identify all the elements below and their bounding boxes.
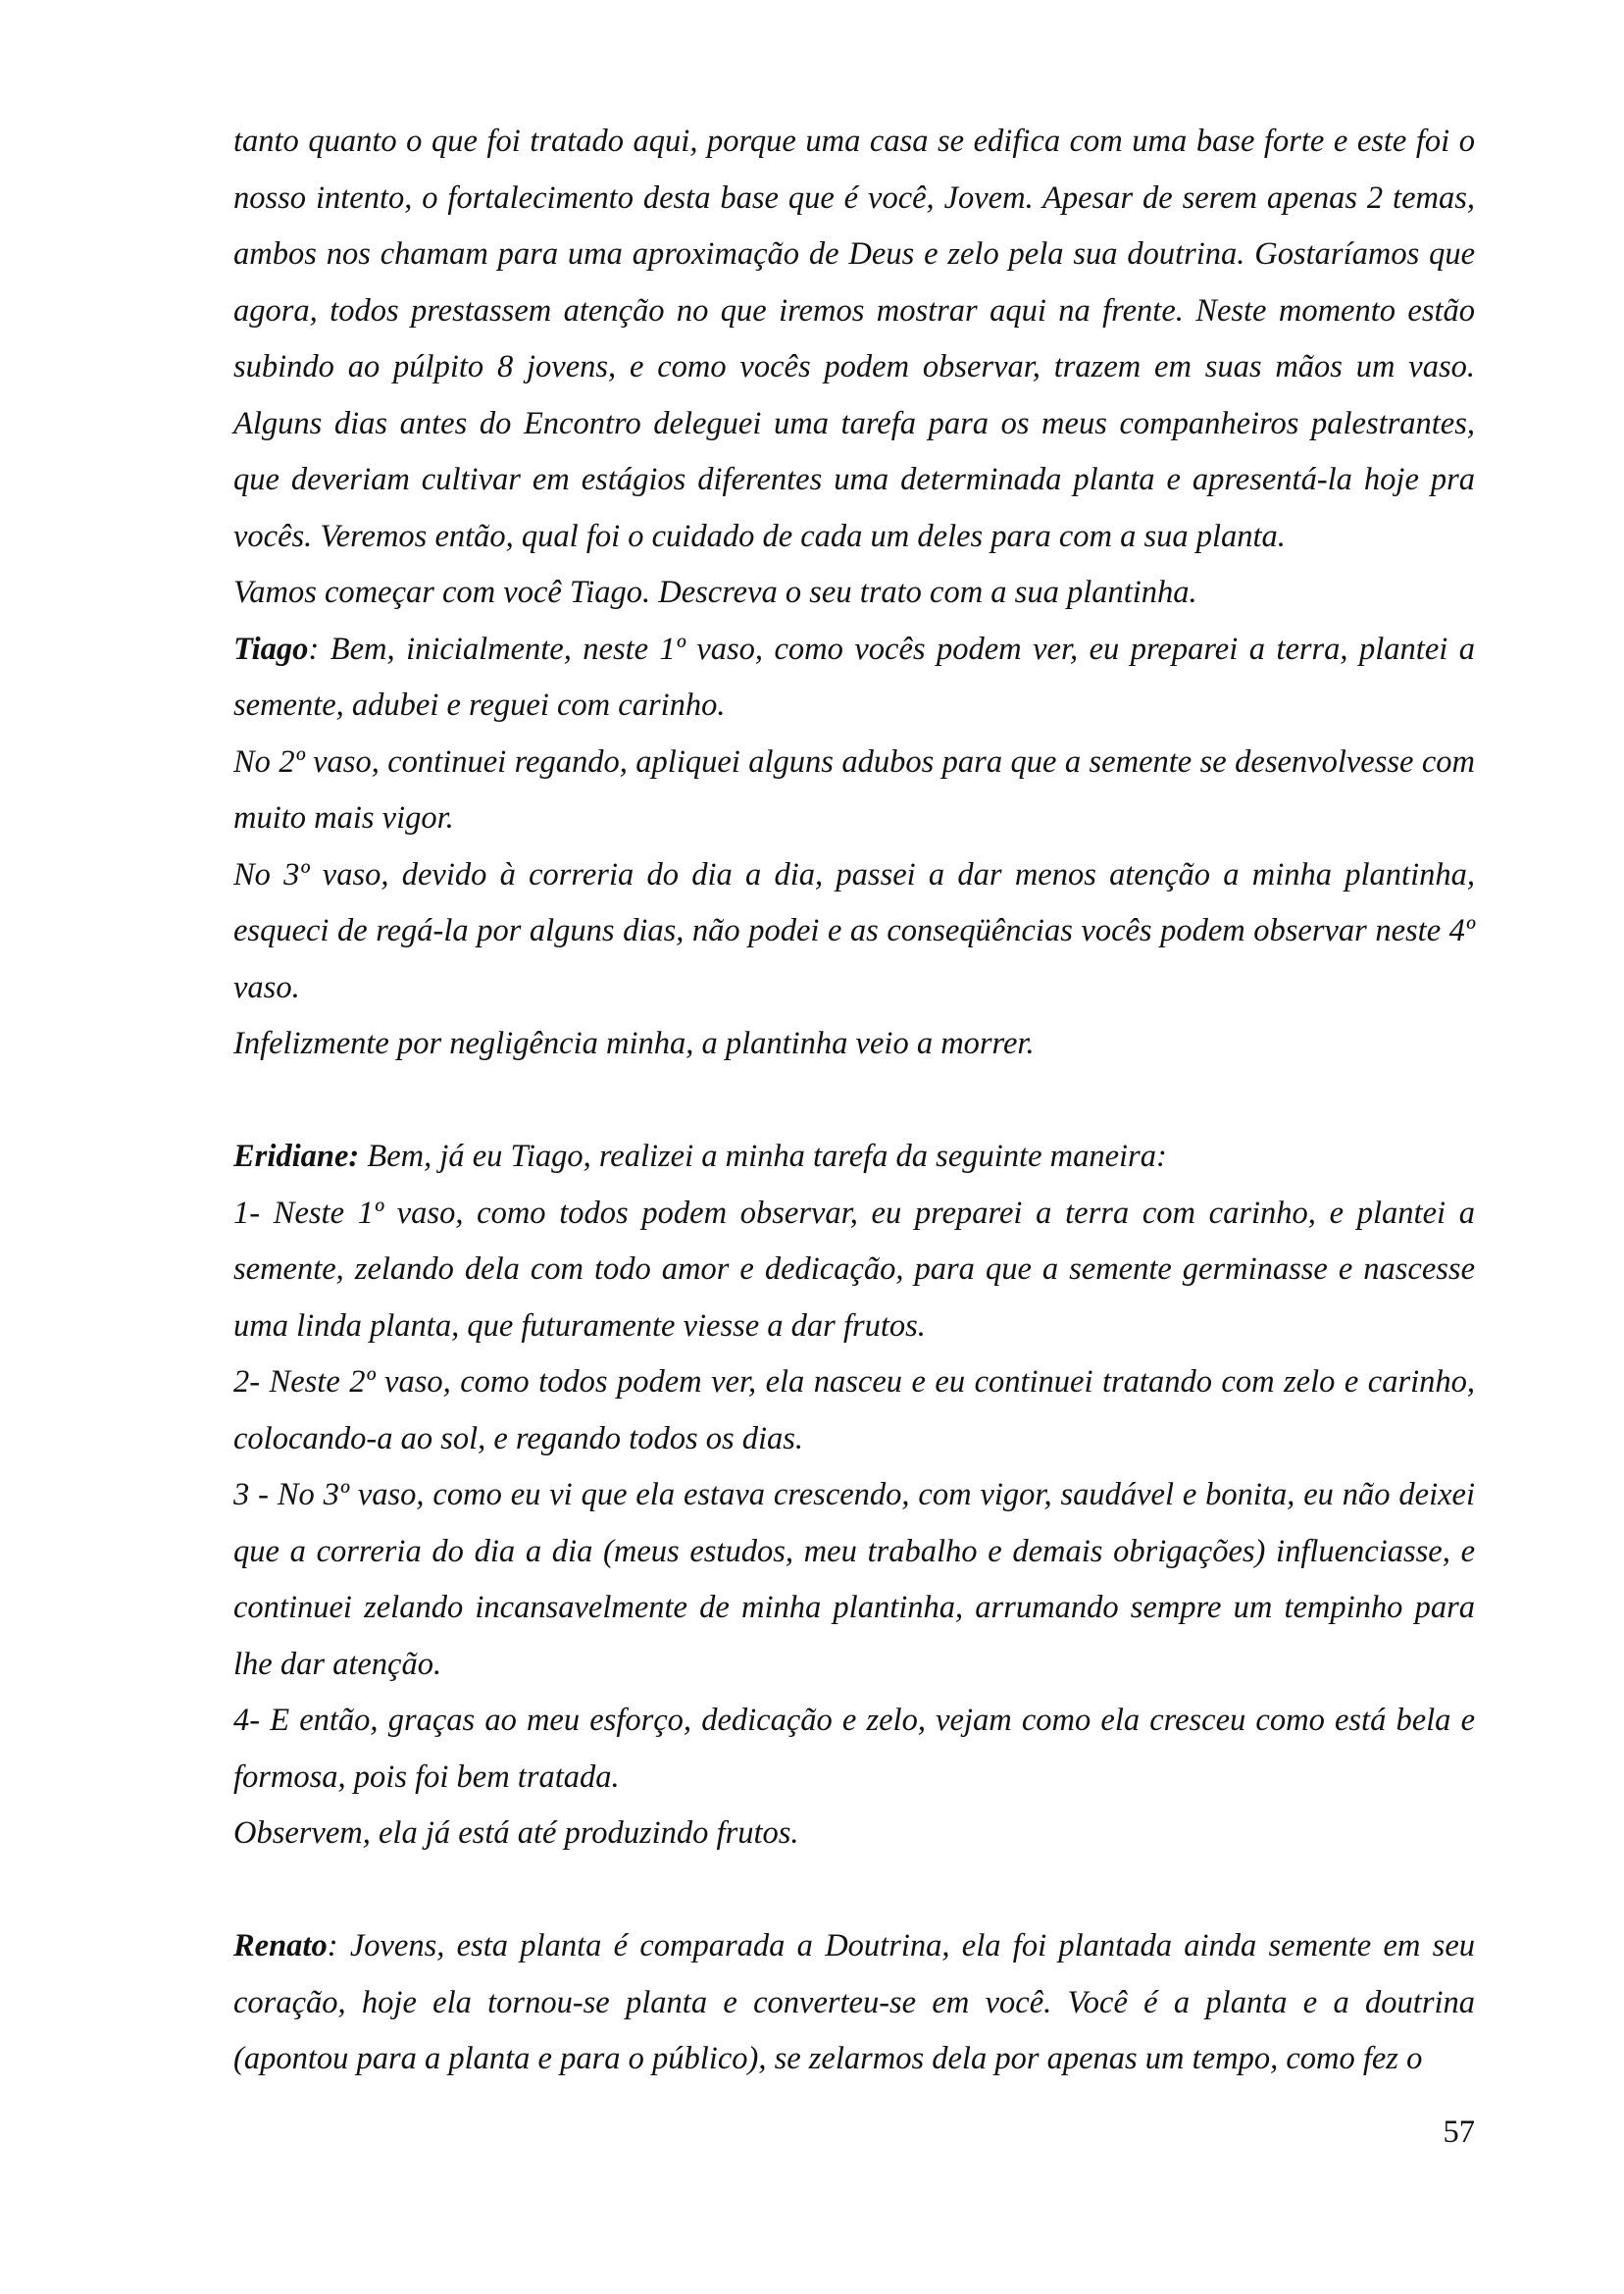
speaker-name: Eridiane: (233, 1139, 360, 1174)
paragraph: 3 - No 3º vaso, como eu vi que ela estava crescendo, com vigor, saudável e bonita, eu não deixei que a correria do dia a dia (meus estudos, meu trabalho e demais obrigações) influenciasse, e continuei zelando incansavelmente de minha plantinha, arrumando sempre um tempinho para lhe dar atenção. (233, 1477, 1475, 1682)
paragraph: No 2º vaso, continuei regando, apliquei alguns adubos para que a semente se desenvolvesse com muito mais vigor. (233, 743, 1475, 836)
paragraph: Vamos começar com você Tiago. Descreva o seu trato com a sua plantinha. (233, 575, 1197, 610)
speaker-text: Bem, já eu Tiago, realizei a minha tarefa da seguinte maneira: (359, 1139, 1167, 1174)
paragraph: Infelizmente por negligência minha, a plantinha veio a morrer. (233, 1026, 1035, 1061)
paragraph: 4- E então, graças ao meu esforço, dedicação e zelo, vejam como ela cresceu como está bela e formosa, pois foi bem tratada. (233, 1703, 1475, 1795)
speaker-text: : Bem, inicialmente, neste 1º vaso, como vocês podem ver, eu preparei a terra, plantei a semente, adubei e reguei com carinho. (233, 631, 1475, 723)
page-number: 57 (1443, 2115, 1475, 2150)
speaker-paragraph-tiago (233, 622, 1475, 735)
paragraph: Observem, ela já está até produzindo frutos. (233, 1815, 799, 1851)
speaker-paragraph-renato (233, 1918, 1475, 2088)
paragraph: tanto quanto o que foi tratado aqui, porque uma casa se edifica com uma base forte e este foi o nosso intento, o fortalecimento desta base que é você, Jovem. Apesar de serem apenas 2 temas, ambos nos chamam para uma aproximação de Deus e zelo pela sua doutrina. Gostaríamos que agora, todos prestassem atenção no que iremos mostrar aqui na frente. Neste momento estão subindo ao púlpito 8 jovens, e como vocês podem observar, trazem em suas mãos um vaso. Alguns dias antes do Encontro deleguei uma tarefa para os meus companheiros palestrantes, que deveriam cultivar em estágios diferentes uma determinada planta e apresentá-la hoje pra vocês. Veremos então, qual foi o cuidado de cada um deles para com a sua planta. (233, 124, 1475, 554)
speaker-name: Tiago (233, 631, 309, 667)
paragraph: No 3º vaso, devido à correria do dia a dia, passei a dar menos atenção a minha plantinha, esqueci de regá-la por alguns dias, não podei e as conseqüências vocês podem observar neste 4º vaso. (233, 856, 1475, 1005)
speaker-name: Renato (233, 1928, 328, 1963)
paragraph-gap (233, 1862, 1475, 1919)
speaker-text: : Jovens, esta planta é comparada a Doutrina, ela foi plantada ainda semente em seu coração, hoje ela tornou-se planta e converteu-se em você. Você é a planta e a doutrina (apontou para a planta e para o público), se zelarmos dela por apenas um tempo, como fez o (233, 1928, 1475, 2076)
paragraph: 2- Neste 2º vaso, como todos podem ver, ela nasceu e eu continuei tratando com zelo e carinho, colocando-a ao sol, e regando todos os dias. (233, 1364, 1475, 1456)
document-page (233, 114, 1475, 2088)
paragraph: 1- Neste 1º vaso, como todos podem observar, eu preparei a terra com carinho, e plantei a semente, zelando dela com todo amor e dedicação, para que a semente germinasse e nascesse uma linda planta, que futuramente viesse a dar frutos. (233, 1195, 1475, 1344)
paragraph-gap (233, 1073, 1475, 1130)
speaker-paragraph-eridiane (233, 1129, 1475, 1186)
